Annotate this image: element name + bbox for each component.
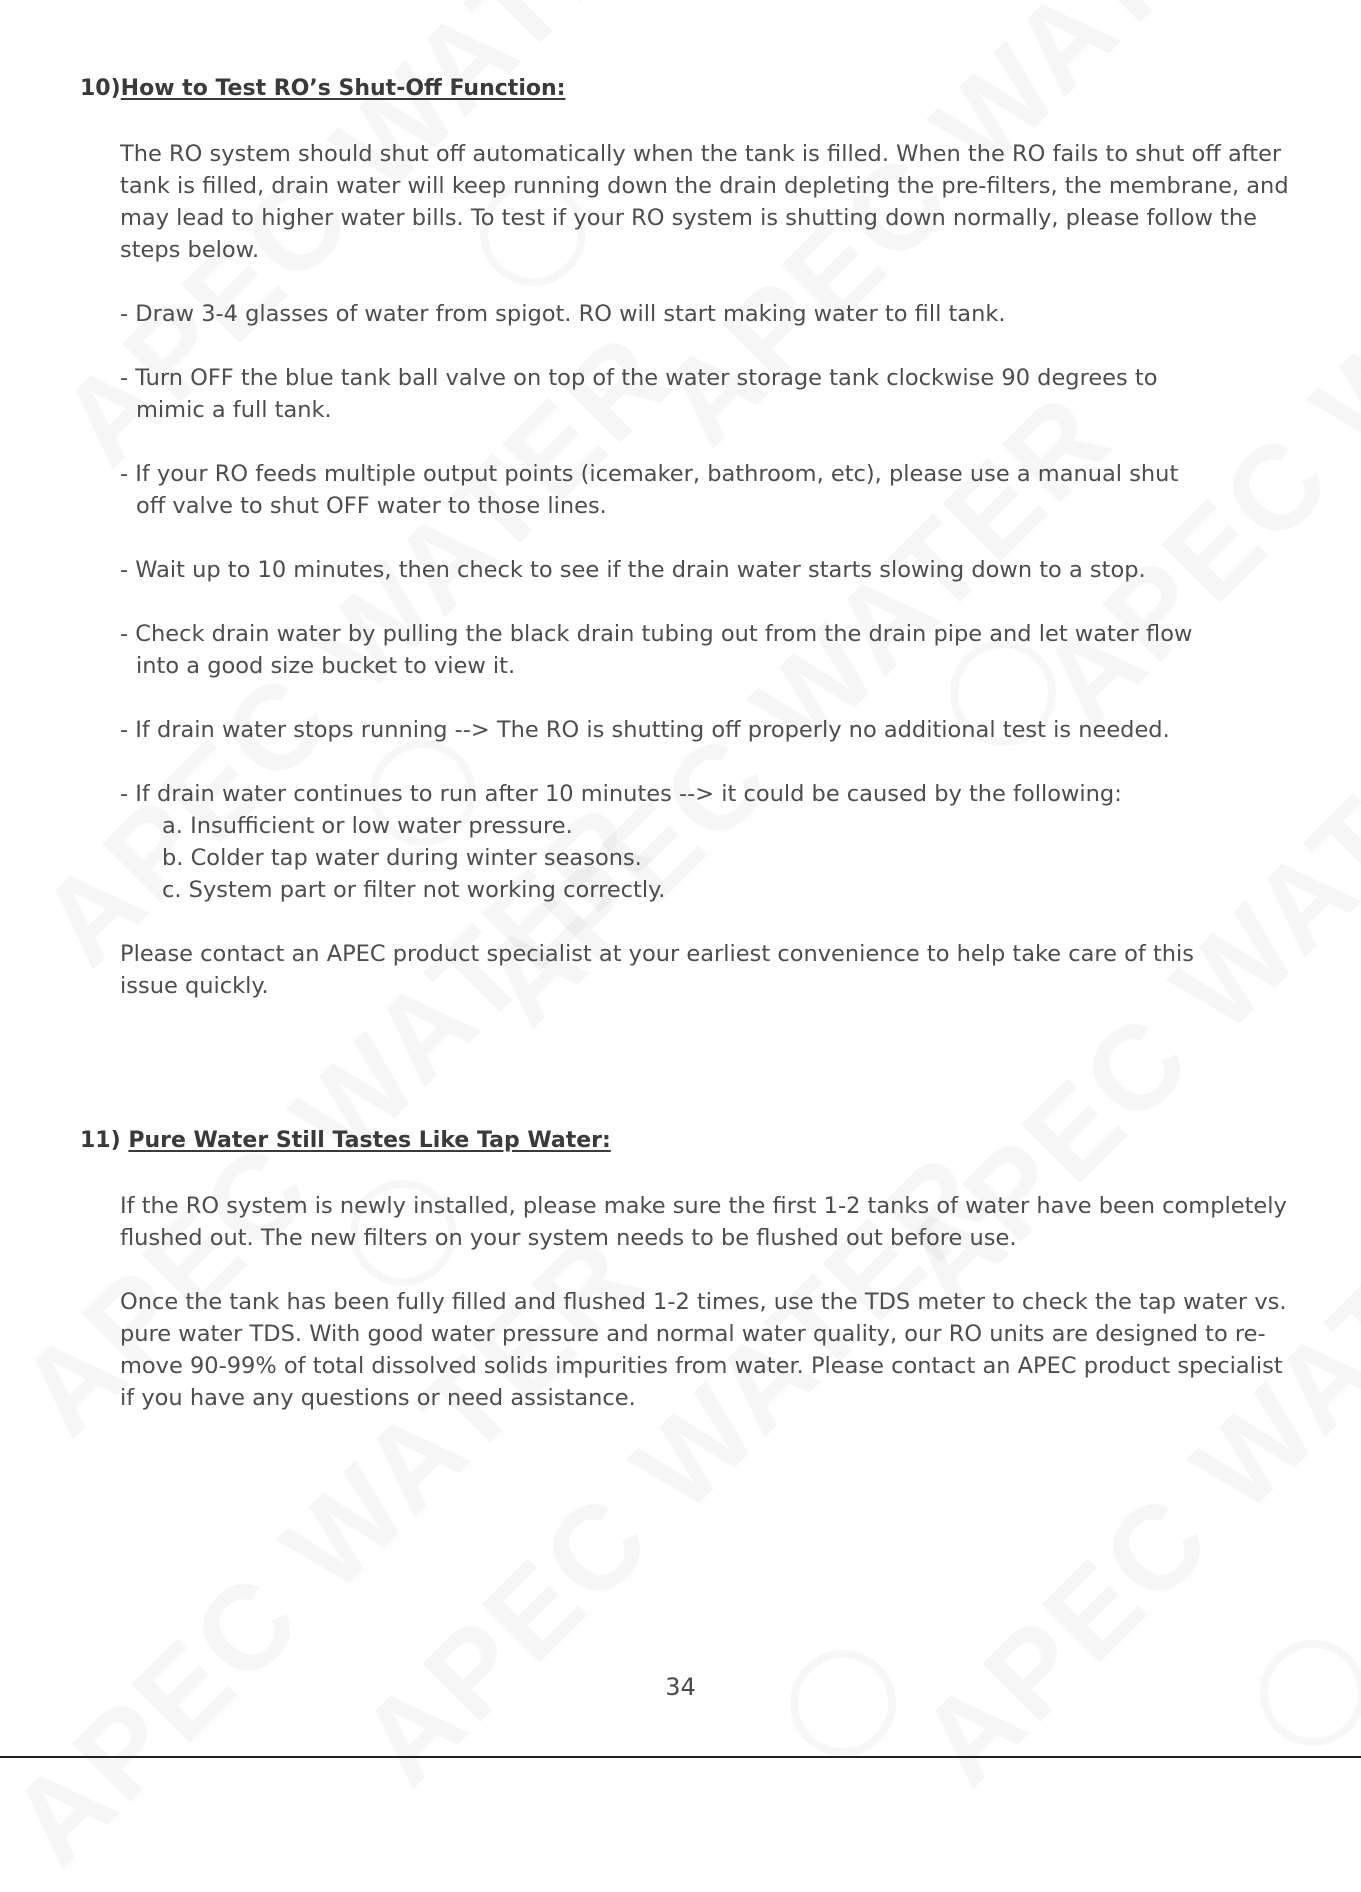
step-line: into a good size bucket to view it. [136,653,516,679]
cause-item: b. Colder tap water during winter seasons. [162,845,642,871]
paragraph-line: If the RO system is newly installed, please make sure the first 1-2 tanks of water have been completely [120,1193,1287,1219]
section-10-heading [80,76,565,101]
step-line: - If your RO feeds multiple output points (icemaker, bathroom, etc), please use a manual shut [120,461,1179,487]
paragraph-line: pure water TDS. With good water pressure and normal water quality, our RO units are designed to re- [120,1321,1266,1347]
page-number: 34 [665,1673,696,1701]
step-5 [120,618,1260,682]
paragraph-line: move 90-99% of total dissolved solids impurities from water. Please contact an APEC product specialist [120,1353,1283,1379]
paragraph-line: issue quickly. [120,973,269,999]
step-line: off valve to shut OFF water to those lines. [136,493,607,519]
step-7-causes [120,778,1260,906]
paragraph-line: The RO system should shut off automatically when the tank is filled. When the RO fails to shut off after [120,141,1282,167]
cause-item: a. Insufficient or low water pressure. [162,813,573,839]
step-line: - If drain water continues to run after 10 minutes --> it could be caused by the following: [120,781,1122,807]
section-title: How to Test RO’s Shut-Off Function: [120,76,566,101]
step-1 [120,298,1260,330]
section-number: 11) [80,1128,121,1153]
paragraph-line: tank is filled, drain water will keep running down the drain depleting the pre-filters, the membrane, and [120,173,1289,199]
paragraph-line: Please contact an APEC product specialist at your earliest convenience to help take care of this [120,941,1195,967]
watermark-seal-icon [790,1650,896,1756]
paragraph-line: flushed out. The new filters on your system needs to be flushed out before use. [120,1225,1017,1251]
step-line: mimic a full tank. [136,397,332,423]
step-line: - Check drain water by pulling the black drain tubing out from the drain pipe and let water flow [120,621,1193,647]
step-line: - Wait up to 10 minutes, then check to see if the drain water starts slowing down to a stop. [120,557,1146,583]
section-11-paragraph-2 [120,1286,1287,1414]
step-2 [120,362,1260,426]
section-11-paragraph-1 [120,1190,1287,1254]
step-6 [120,714,1260,746]
step-3 [120,458,1260,522]
section-title: Pure Water Still Tastes Like Tap Water: [128,1128,611,1153]
section-10-contact [120,938,1260,1002]
section-number: 10) [80,76,121,101]
paragraph-line: steps below. [120,237,260,263]
step-line: - Turn OFF the blue tank ball valve on top of the water storage tank clockwise 90 degrees to [120,365,1158,391]
cause-item: c. System part or filter not working correctly. [162,877,666,903]
step-line: - Draw 3-4 glasses of water from spigot. RO will start making water to fill tank. [120,301,1006,327]
paragraph-line: if you have any questions or need assistance. [120,1385,636,1411]
paragraph-line: may lead to higher water bills. To test if your RO system is shutting down normally, please follow the [120,205,1257,231]
step-4 [120,554,1260,586]
page-bottom-rule [0,1756,1361,1758]
section-10-intro [120,138,1289,266]
section-11-heading [80,1128,611,1153]
step-line: - If drain water stops running --> The RO is shutting off properly no additional test is needed. [120,717,1170,743]
paragraph-line: Once the tank has been fully filled and flushed 1-2 times, use the TDS meter to check the tap water vs. [120,1289,1287,1315]
